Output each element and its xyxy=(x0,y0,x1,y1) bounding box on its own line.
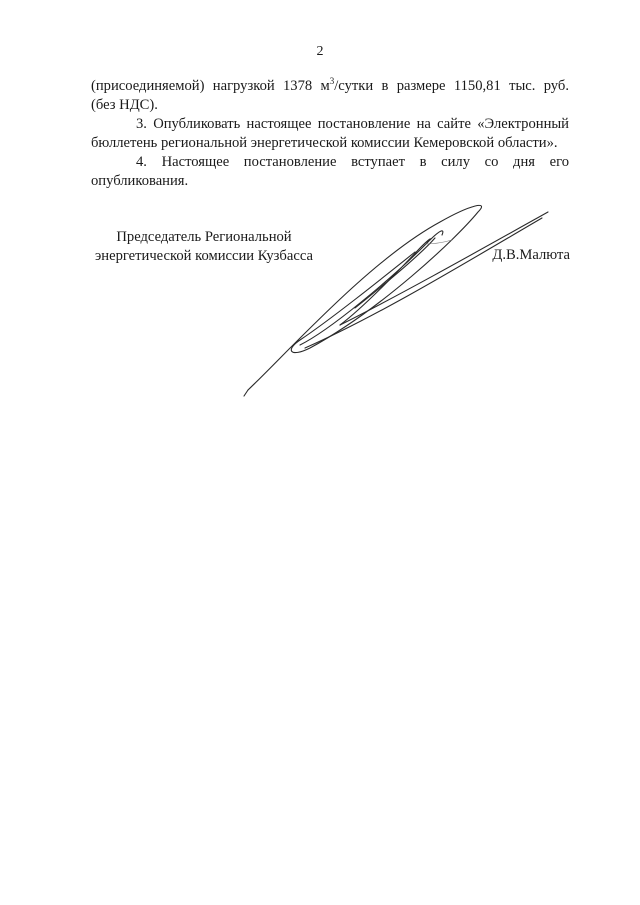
handwritten-signature xyxy=(230,200,560,400)
paragraph-3-line-1: 3. Опубликовать настоящее постановление на сайте «Электронный xyxy=(136,115,569,132)
paragraph-3-line-2: бюллетень региональной энергетической комиссии Кемеровской области». xyxy=(91,134,558,151)
page-number: 2 xyxy=(316,44,324,59)
signer-name: Д.В.Малюта xyxy=(492,247,570,263)
paragraph-2-text-b: /сутки в размере 1150,81 тыс. руб. xyxy=(334,77,569,94)
paragraph-2-text-a: (присоединяемой) нагрузкой 1378 м xyxy=(91,77,330,94)
paragraph-4-line-1: 4. Настоящее постановление вступает в силу со дня его xyxy=(136,153,569,170)
paragraph-4-line-2: опубликования. xyxy=(91,172,189,189)
document-body xyxy=(91,72,569,191)
cubic-superscript: 3 xyxy=(329,76,335,86)
signer-position-line-2: энергетической комиссии Кузбасса xyxy=(95,248,313,264)
paragraph-2-line-1 xyxy=(91,72,569,96)
paragraph-2-line-2: (без НДС). xyxy=(91,96,158,113)
signer-position-line-1: Председатель Региональной xyxy=(116,229,292,245)
